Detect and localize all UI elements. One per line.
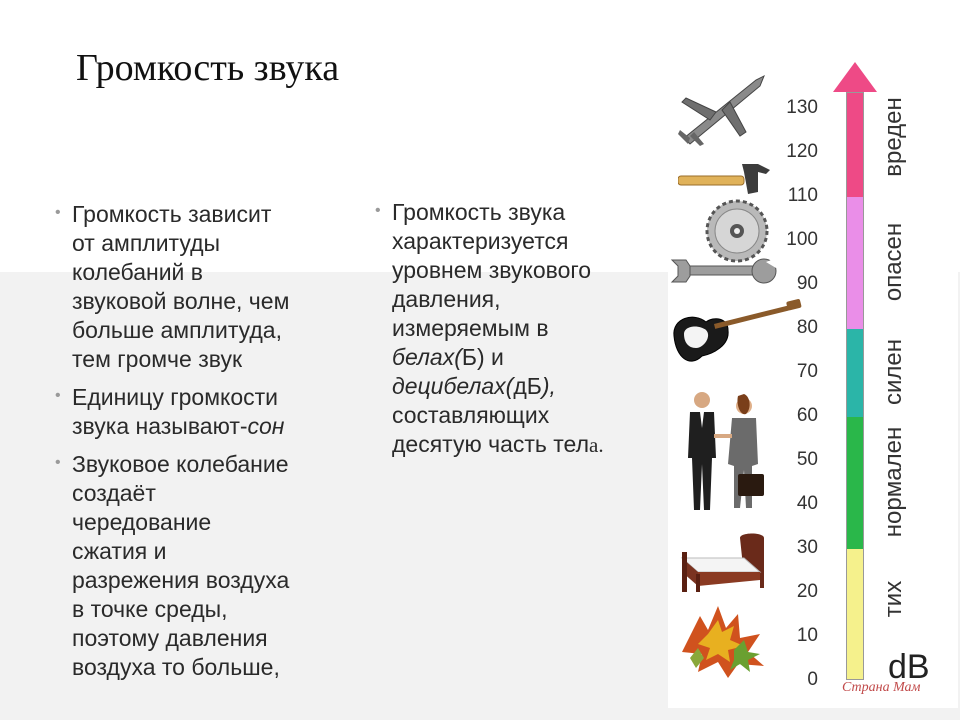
text-line <box>72 383 352 412</box>
text-run: децибелах( <box>392 373 514 399</box>
scale-zone-2 <box>847 329 863 417</box>
text-run: измеряемым в <box>392 315 549 341</box>
scale-tick-label: 0 <box>807 669 818 690</box>
bullet-dot: • <box>55 204 61 221</box>
text-line <box>72 450 352 479</box>
bullet-dot: • <box>55 387 61 404</box>
bullet-item <box>372 198 672 460</box>
text-line <box>72 412 352 441</box>
text-run: давления, <box>392 286 501 312</box>
text-run: больше амплитуда, <box>72 317 282 343</box>
text-run: десятую часть тел <box>392 431 590 457</box>
bullet-dot: • <box>55 454 61 471</box>
text-run: разрежения воздуха <box>72 567 290 593</box>
middle-text-column <box>372 198 672 469</box>
text-run: сон <box>247 413 285 439</box>
text-run: звуковой волне, чем <box>72 288 290 314</box>
scale-zone-3 <box>847 197 863 329</box>
text-line <box>392 227 672 256</box>
scale-zone-label <box>864 548 924 650</box>
text-line <box>72 345 352 374</box>
text-line <box>72 508 352 537</box>
slide-title: Громкость звука <box>76 47 340 89</box>
text-line <box>72 595 352 624</box>
scale-zone-4 <box>847 93 863 197</box>
scale-tick-label: 90 <box>796 273 818 294</box>
scale-zone-label <box>864 416 924 548</box>
scale-tick-label: 40 <box>796 493 818 514</box>
airplane-icon <box>676 68 770 148</box>
text-run: дБ <box>513 373 542 399</box>
scale-tick-label: 80 <box>796 317 818 338</box>
left-text-column <box>52 200 352 691</box>
text-line <box>72 653 352 682</box>
text-line <box>392 372 672 401</box>
bullet-item <box>52 383 352 441</box>
zone-label-text: нормален <box>880 426 907 538</box>
scale-tick-label: 120 <box>786 141 818 162</box>
text-run: колебаний в <box>72 259 204 285</box>
text-run: чередование <box>72 509 212 535</box>
bed-icon <box>678 532 770 594</box>
text-run: в точке среды, <box>72 596 228 622</box>
scale-tick-label: 130 <box>786 97 818 118</box>
unit-label: dB <box>888 648 930 686</box>
text-run: тем громче звук <box>72 346 243 372</box>
hammer-icon <box>678 160 772 200</box>
text-line <box>392 256 672 285</box>
text-line <box>72 200 352 229</box>
autumn-leaves-icon <box>678 600 770 680</box>
text-line <box>392 198 672 227</box>
text-run: характеризуется <box>392 228 569 254</box>
text-line <box>392 314 672 343</box>
scale-tick-label: 110 <box>787 185 818 206</box>
text-run: звука называют- <box>72 413 248 439</box>
text-run: воздуха то больше, <box>72 654 280 680</box>
loudness-scale-bar <box>846 92 864 680</box>
scale-tick-label: 60 <box>796 405 818 426</box>
text-line <box>72 258 352 287</box>
zone-label-text: опасен <box>880 222 908 302</box>
text-run: создаёт <box>72 480 156 506</box>
text-line <box>72 537 352 566</box>
text-line <box>392 343 672 372</box>
text-run: Звуковое колебание <box>72 451 289 477</box>
text-run: уровнем звукового <box>392 257 592 283</box>
watermark: Страна Мам <box>842 680 921 695</box>
text-line <box>72 624 352 653</box>
text-line <box>392 285 672 314</box>
text-line <box>72 566 352 595</box>
text-line <box>72 479 352 508</box>
text-run: а. <box>589 433 604 457</box>
business-people-icon <box>680 388 772 518</box>
text-run: составляющих <box>392 402 550 428</box>
text-run: Б) и <box>461 344 504 370</box>
text-run: поэтому давления <box>72 625 268 651</box>
wrench-icon <box>668 254 778 288</box>
zone-label-text: тих <box>880 580 907 618</box>
text-run: Громкость зависит <box>72 201 272 227</box>
text-line <box>72 287 352 316</box>
zone-label-text: силен <box>880 338 908 406</box>
text-run: ), <box>541 373 556 399</box>
scale-zone-0 <box>847 549 863 680</box>
text-run: Громкость звука <box>392 199 566 225</box>
bullet-dot: • <box>375 202 381 219</box>
text-line <box>392 401 672 430</box>
scale-tick-label: 20 <box>796 581 818 602</box>
text-line <box>392 430 672 460</box>
scale-tick-label: 100 <box>786 229 818 250</box>
text-run: белах( <box>392 344 462 370</box>
text-run: от амплитуды <box>72 230 221 256</box>
bullet-item <box>52 450 352 682</box>
text-run: сжатия и <box>72 538 167 564</box>
scale-tick-label: 10 <box>796 625 818 646</box>
scale-zone-label <box>864 328 924 416</box>
scale-zone-1 <box>847 417 863 549</box>
text-line <box>72 229 352 258</box>
zone-label-text: вреден <box>880 97 907 177</box>
scale-zone-label <box>864 196 924 328</box>
scale-tick-label: 50 <box>796 449 818 470</box>
scale-tick-label: 70 <box>796 361 818 382</box>
text-line <box>72 316 352 345</box>
scale-tick-label: 30 <box>796 537 818 558</box>
scale-zone-label <box>864 78 924 196</box>
text-run: Единицу громкости <box>72 384 279 410</box>
bullet-item <box>52 200 352 374</box>
